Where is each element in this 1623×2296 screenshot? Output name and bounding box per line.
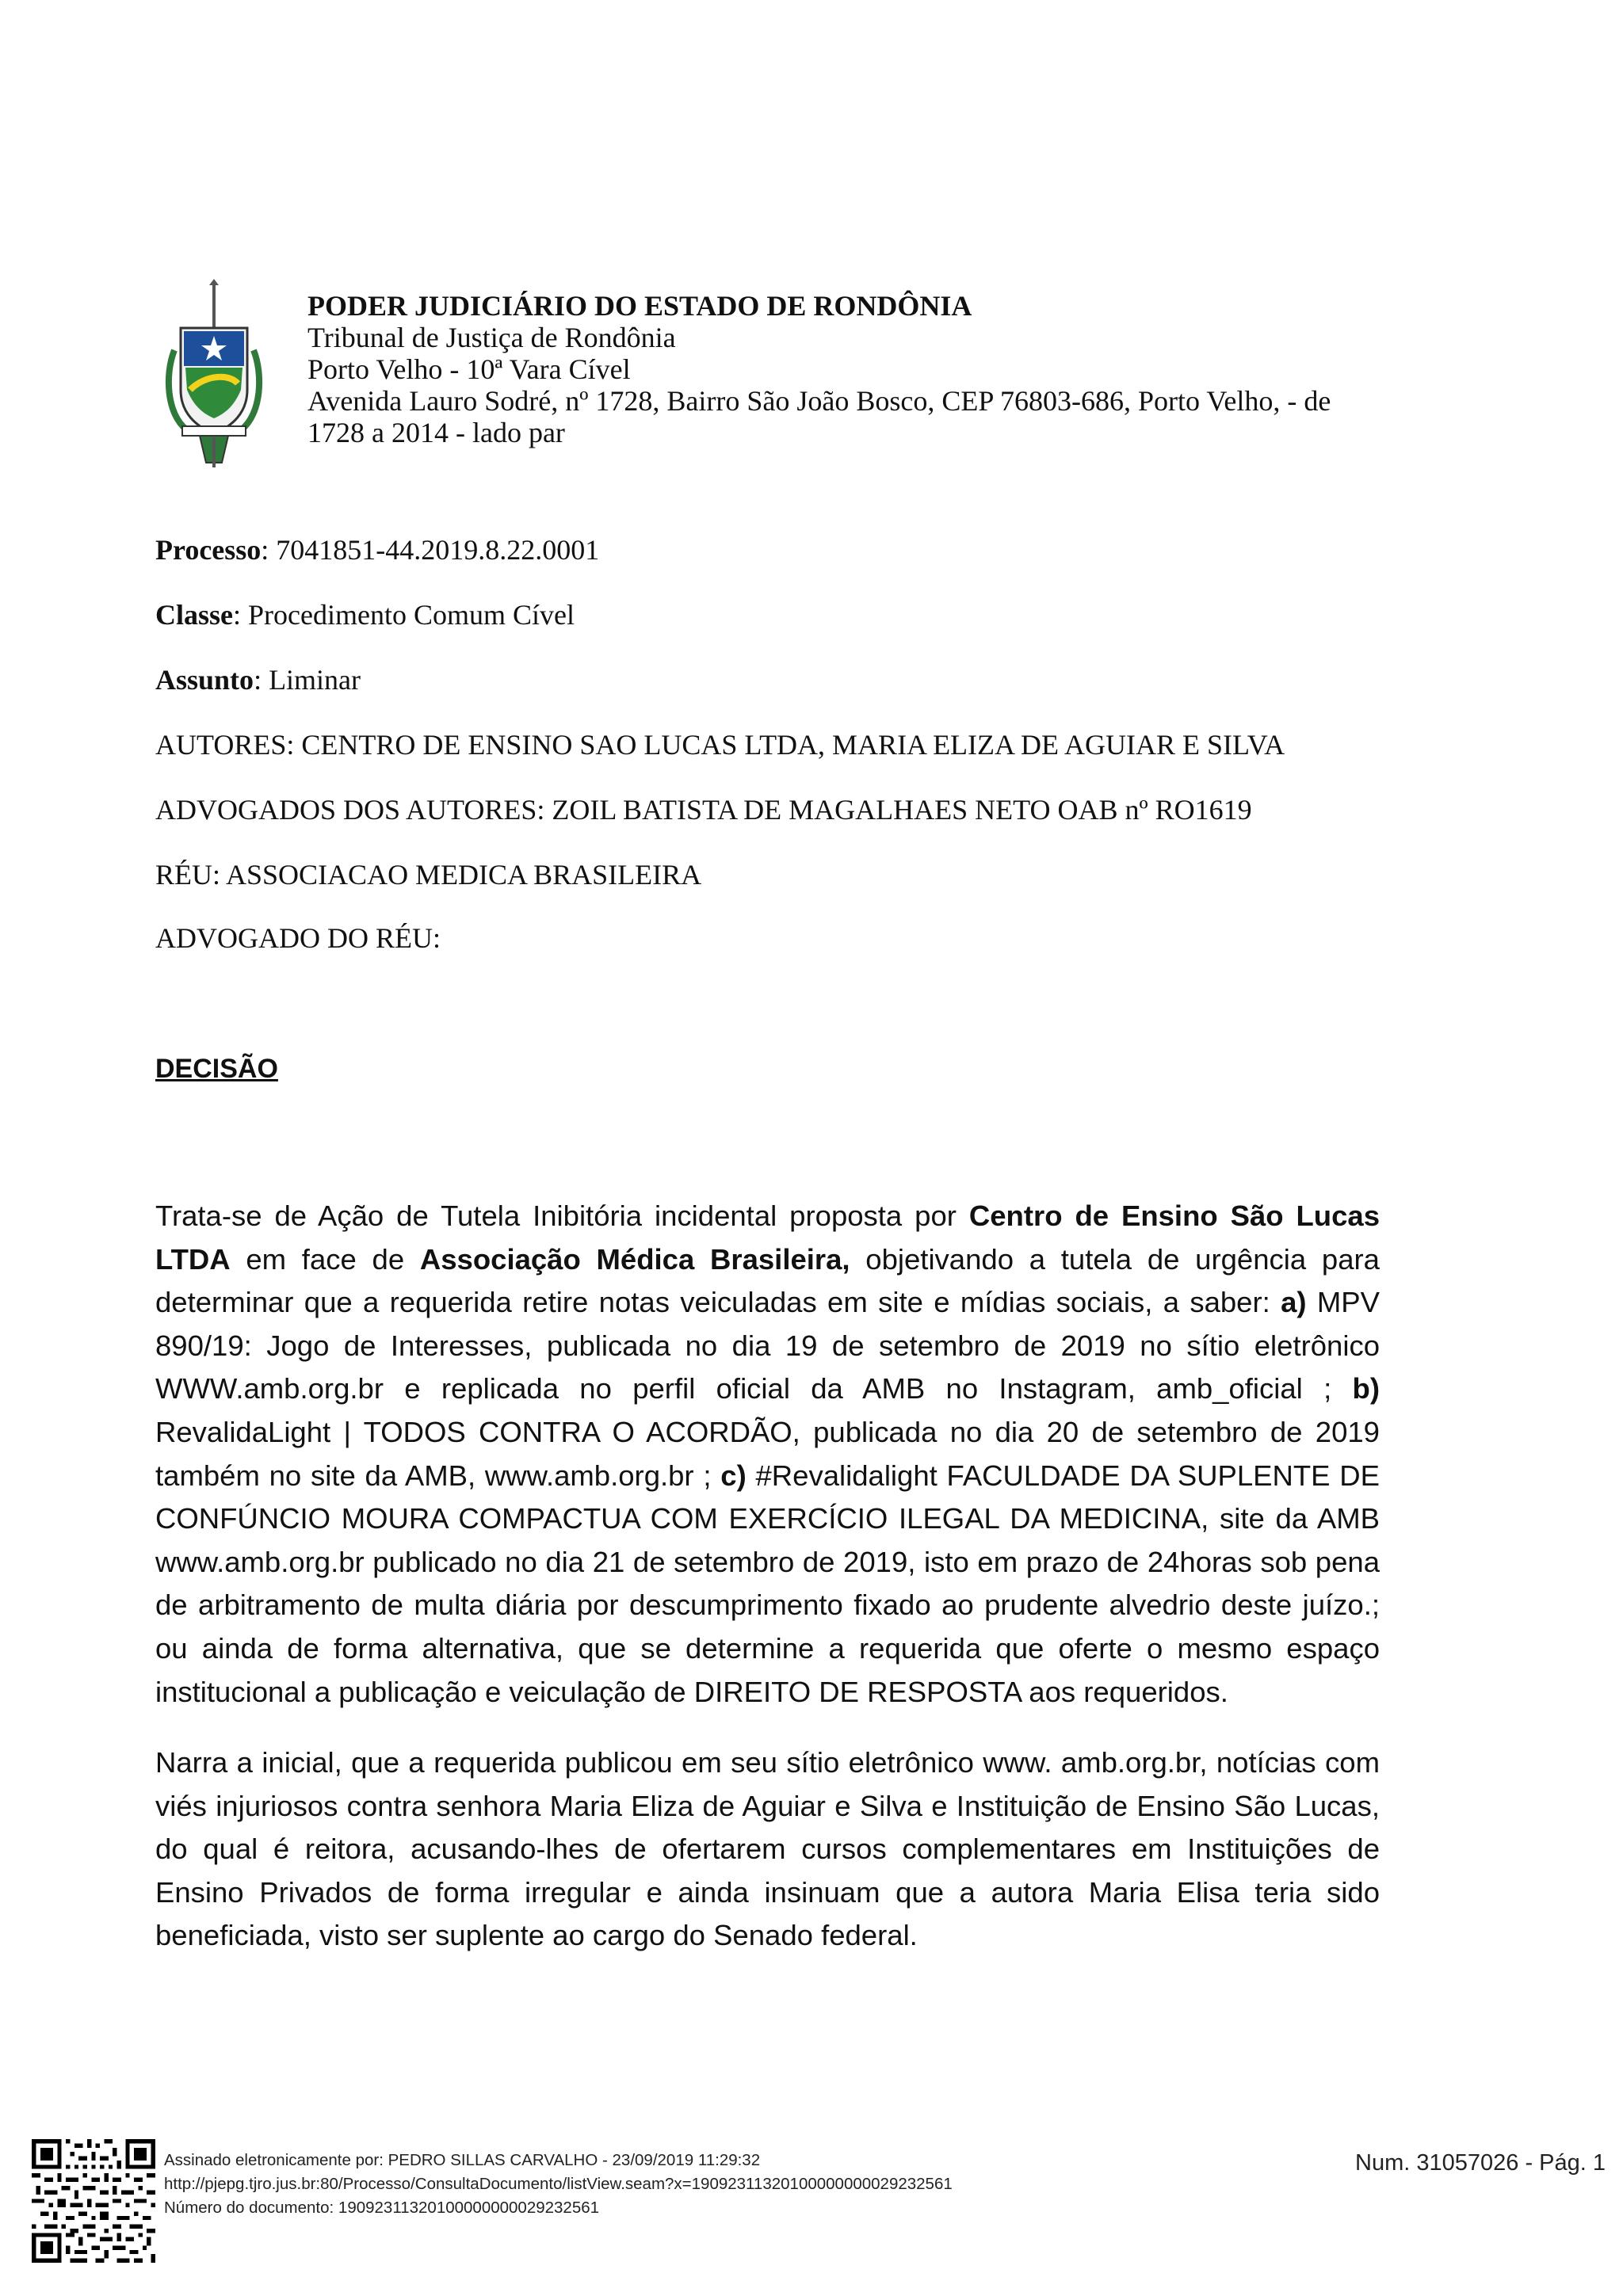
court-address-line1: Avenida Lauro Sodré, nº 1728, Bairro São João Bosco, CEP 76803-686, Porto Velho, - de — [307, 385, 1331, 417]
page-number: Num. 31057026 - Pág. 1 — [1355, 2150, 1606, 2176]
classe-value: : Procedimento Comum Cível — [233, 599, 575, 631]
decision-paragraph-1 — [155, 1195, 1380, 1714]
qr-code — [32, 2139, 155, 2263]
p1-bold-author: Centro de Ensino São Lucas LTDA — [155, 1199, 1381, 1276]
p1-bold-defendant: Associação Médica Brasileira, — [419, 1242, 850, 1276]
processo-value: : 7041851-44.2019.8.22.0001 — [261, 534, 600, 566]
autores-line: AUTORES: CENTRO DE ENSINO SAO LUCAS LTDA, MARIA ELIZA DE AGUIAR E SILVA — [155, 729, 1285, 761]
tribunal-name: Tribunal de Justiça de Rondônia — [307, 322, 676, 353]
assunto-label: Assunto — [155, 664, 254, 696]
p1-text-3: objetivando a tutela de urgência para determinar que a requerida retire notas veiculadas em site e mídias sociais, a saber: — [155, 1242, 1380, 1319]
assunto-line — [155, 662, 361, 697]
p1-bold-item-a: a) — [1281, 1286, 1307, 1319]
advogado-reu-line: ADVOGADO DO RÉU: — [155, 922, 441, 954]
classe-label: Classe — [155, 599, 233, 631]
p1-text-2: em face de — [230, 1242, 420, 1276]
signature-footer — [164, 2149, 953, 2220]
p1-text-5: RevalidaLight | TODOS CONTRA O ACORDÃO, publicada no dia 20 de setembro de 2019 também no site da AMB, www.amb.org.br ; — [155, 1415, 1380, 1492]
assunto-value: : Liminar — [254, 664, 361, 696]
signed-by-line: Assinado eletronicamente por: PEDRO SILLAS CARVALHO - 23/09/2019 11:29:32 — [164, 2151, 761, 2169]
processo-line — [155, 532, 599, 567]
court-name: PODER JUDICIÁRIO DO ESTADO DE RONDÔNIA — [307, 290, 972, 322]
coat-of-arms-seal — [158, 279, 269, 469]
document-number-line: Número do documento: 19092311320100000000029232561 — [164, 2199, 600, 2217]
classe-line — [155, 597, 575, 632]
advogados-autores-line: ADVOGADOS DOS AUTORES: ZOIL BATISTA DE MAGALHAES NETO OAB nº RO1619 — [155, 794, 1252, 826]
p1-text-6: #Revalidalight FACULDADE DA SUPLENTE DE CONFÚNCIO MOURA COMPACTUA COM EXERCÍCIO ILEGAL DA MEDICINA, site da AMB www.amb.org.br publicado no dia 21 de setembro de 2019, isto em prazo de 24horas sob pena de arbitramento de multa diária por descumprimento fixado ao prudente alvedrio deste juízo.; ou ainda de forma alternativa, que se determine a requerida que oferte o mesmo espaço institucional a publicação e veiculação de DIREITO DE RESPOSTA aos requeridos. — [155, 1459, 1380, 1708]
p1-text-1: Trata-se de Ação de Tutela Inibitória incidental proposta por — [155, 1199, 969, 1232]
processo-label: Processo — [155, 534, 262, 566]
court-address-line2: 1728 a 2014 - lado par — [307, 417, 565, 448]
decision-paragraph-2: Narra a inicial, que a requerida publicou em seu sítio eletrônico www. amb.org.br, notícias com viés injuriosos contra senhora Maria Eliza de Aguiar e Silva e Instituição de Ensino São Lucas, do qual é reitora, acusando-lhes de ofertarem cursos complementares em Instituições de Ensino Privados de forma irregular e ainda insinuam que a autora Maria Elisa teria sido beneficiada, visto ser suplente ao cargo do Senado federal. — [155, 1746, 1380, 1952]
vara-name: Porto Velho - 10ª Vara Cível — [307, 353, 631, 385]
p1-bold-item-c: c) — [720, 1459, 747, 1492]
decision-title: DECISÃO — [155, 1054, 278, 1084]
reu-line: RÉU: ASSOCIACAO MEDICA BRASILEIRA — [155, 859, 702, 891]
p1-text-4: MPV 890/19: Jogo de Interesses, publicada no dia 19 de setembro de 2019 no sítio eletrônico WWW.amb.org.br e replicada no perfil oficial da AMB no Instagram, amb_oficial ; — [155, 1286, 1380, 1405]
document-url[interactable]: http://pjepg.tjro.jus.br:80/Processo/ConsultaDocumento/listView.seam?x=19092311320100000000029232561 — [164, 2175, 953, 2193]
court-header — [307, 290, 1401, 448]
p1-bold-item-b: b) — [1352, 1372, 1380, 1405]
